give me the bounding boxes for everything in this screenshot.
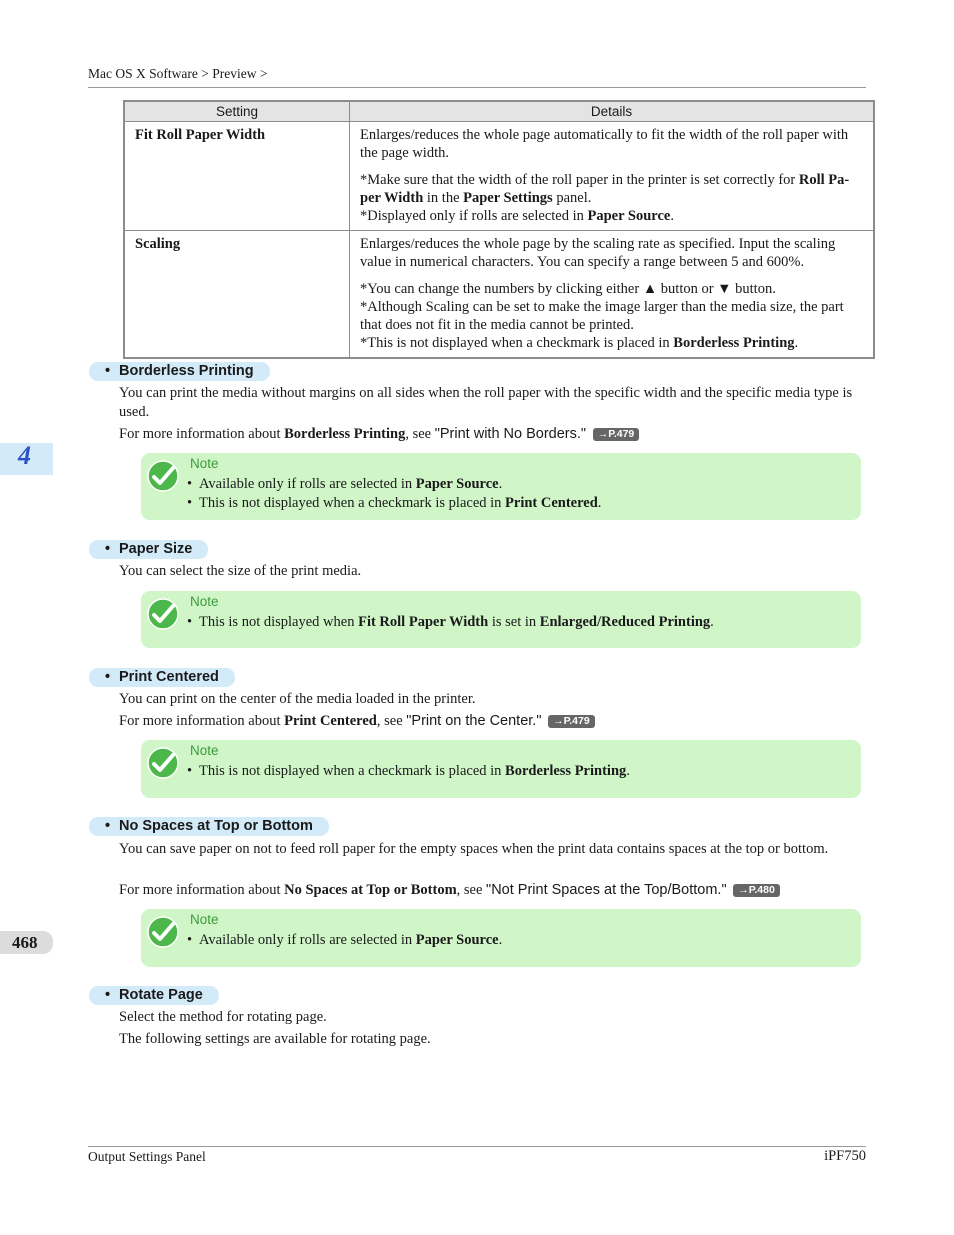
note-list — [187, 931, 502, 950]
pencil-check-icon — [146, 597, 180, 631]
section-text: You can print the media without margins on all sides when the roll paper with the specific width and the specific media type is used. — [119, 385, 853, 420]
note-item: • This is not displayed when Fit Roll Paper Width is set in Enlarged/Reduced Printing. — [187, 613, 714, 632]
section-heading-borderless-printing: • Borderless Printing — [89, 362, 270, 381]
note-box — [141, 453, 861, 520]
table-row — [124, 231, 874, 359]
page-ref-badge[interactable]: →P.479 — [548, 715, 595, 728]
details-paragraph: Enlarges/reduces the whole page by the scaling rate as specified. Input the scaling value in numerical characters. You can specify a range between 5 and 600%. — [360, 236, 836, 270]
note-box — [141, 740, 861, 798]
pencil-check-icon — [146, 746, 180, 780]
section-heading-paper-size: • Paper Size — [89, 540, 208, 559]
cross-reference-link[interactable]: "Print with No Borders." — [434, 426, 587, 442]
note-item: • This is not displayed when a checkmark is placed in Print Centered. — [187, 494, 601, 513]
setting-details — [350, 231, 875, 359]
pencil-check-icon — [146, 915, 180, 949]
page-ref-badge[interactable]: →P.479 — [593, 428, 640, 441]
section-text: You can select the size of the print media. — [119, 563, 362, 579]
more-info-line: For more information about Borderless Printing, see "Print with No Borders." →P.479 — [119, 425, 869, 444]
setting-name: Fit Roll Paper Width — [124, 122, 350, 231]
note-list — [187, 762, 630, 781]
note-label: Note — [190, 743, 219, 758]
setting-name: Scaling — [124, 231, 350, 359]
more-info-line: For more information about No Spaces at Top or Bottom, see "Not Print Spaces at the Top/Bottom." →P.480 — [119, 881, 869, 900]
note-item: • This is not displayed when a checkmark is placed in Borderless Printing. — [187, 762, 630, 781]
details-paragraph: *You can change the numbers by clicking either ▲ button or ▼ button. *Although Scaling can be set to make the image larger than the media size, the part that does not fit in the media cannot be printed. *This is not displayed when a checkmark is placed in Borderless Printing. — [360, 281, 844, 351]
section-text: You can print on the center of the media loaded in the printer. — [119, 691, 476, 707]
bullet-icon: • — [105, 363, 111, 379]
page-number: 468 — [12, 933, 38, 952]
breadcrumb: Mac OS X Software > Preview > — [88, 66, 268, 81]
cross-reference-link[interactable]: "Print on the Center." — [406, 713, 542, 729]
details-paragraph: *Make sure that the width of the roll paper in the printer is set correctly for Roll Pa-per Width in the Paper Settings panel. *Displayed only if rolls are selected in Paper Source. — [360, 172, 850, 224]
chapter-number: 4 — [18, 441, 31, 470]
settings-table — [123, 100, 875, 359]
page-ref-badge[interactable]: →P.480 — [733, 884, 780, 897]
bullet-icon: • — [105, 987, 111, 1003]
footer-left: Output Settings Panel — [88, 1149, 206, 1164]
column-header-setting: Setting — [124, 101, 350, 122]
bullet-icon: • — [105, 669, 111, 685]
table-row — [124, 122, 874, 231]
note-label: Note — [190, 912, 219, 927]
footer-rule — [88, 1146, 866, 1147]
footer-right: iPF750 — [824, 1148, 866, 1164]
section-heading-print-centered: • Print Centered — [89, 668, 235, 687]
note-label: Note — [190, 456, 219, 471]
note-item: • Available only if rolls are selected in Paper Source. — [187, 931, 502, 950]
section-heading-no-spaces: • No Spaces at Top or Bottom — [89, 817, 329, 836]
note-box — [141, 591, 861, 648]
header-rule — [88, 87, 866, 88]
more-info-line: For more information about Print Centered, see "Print on the Center." →P.479 — [119, 712, 869, 731]
table-header-row — [124, 101, 874, 122]
bullet-icon: • — [105, 541, 111, 557]
section-text: Select the method for rotating page. — [119, 1009, 327, 1025]
cross-reference-link[interactable]: "Not Print Spaces at the Top/Bottom." — [486, 882, 727, 898]
note-box — [141, 909, 861, 967]
bullet-icon: • — [105, 818, 111, 834]
section-text: The following settings are available for rotating page. — [119, 1031, 431, 1047]
note-list — [187, 613, 714, 632]
column-header-details: Details — [350, 101, 875, 122]
note-item: • Available only if rolls are selected in Paper Source. — [187, 475, 601, 494]
details-paragraph: Enlarges/reduces the whole page automatically to fit the width of the roll paper with the page width. — [360, 127, 849, 161]
section-text: You can save paper on not to feed roll paper for the empty spaces when the print data contains spaces at the top or bottom. — [119, 841, 829, 857]
section-heading-rotate-page: • Rotate Page — [89, 986, 219, 1005]
pencil-check-icon — [146, 459, 180, 493]
setting-details — [350, 122, 875, 231]
note-list — [187, 475, 601, 513]
note-label: Note — [190, 594, 219, 609]
